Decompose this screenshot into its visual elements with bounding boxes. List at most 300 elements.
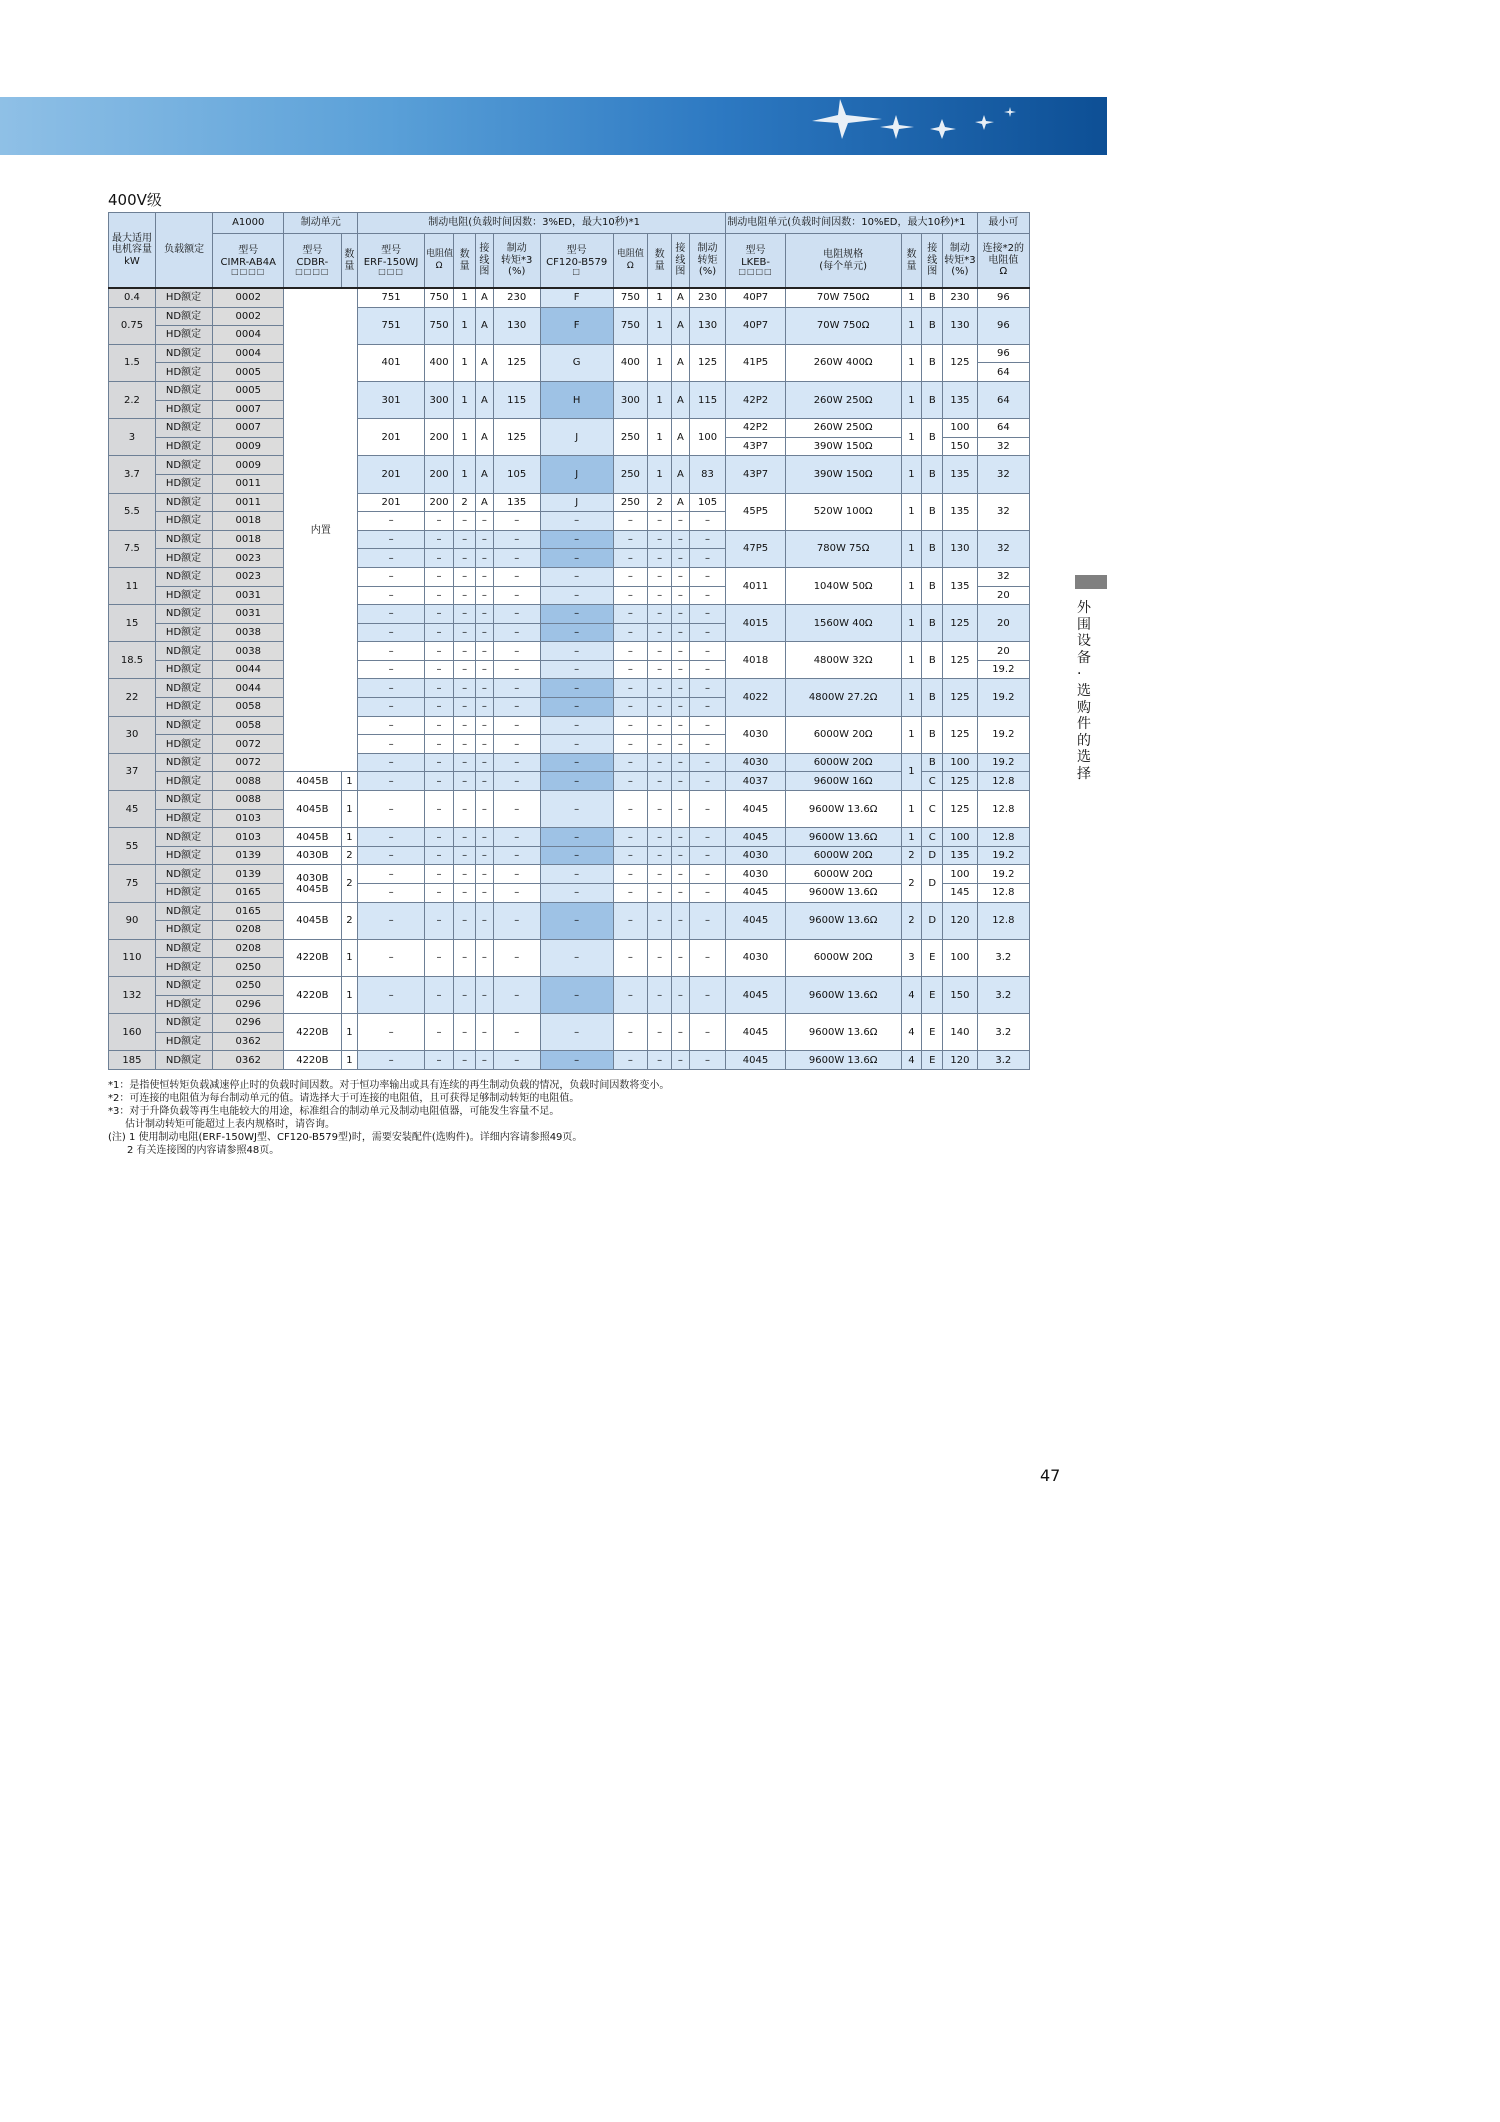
erf-qty: – (454, 512, 476, 531)
erf-qty: – (454, 698, 476, 717)
erf-model: – (358, 939, 425, 976)
cf-torque: – (689, 586, 726, 605)
table-row (109, 344, 1030, 363)
lkeb-torque: 145 (943, 884, 977, 903)
min-resistance: 64 (977, 363, 1029, 382)
header-lkeb-qty: 数 量 (901, 234, 922, 289)
erf-torque: – (493, 679, 540, 698)
erf-wire: A (476, 288, 494, 307)
erf-model: 751 (358, 307, 425, 344)
lkeb-spec: 9600W 16Ω (785, 772, 901, 791)
erf-model: – (358, 735, 425, 754)
table-row (109, 846, 1030, 865)
lkeb-qty: 2 (901, 865, 922, 902)
unit-model: 4030B 4045B (284, 865, 341, 902)
min-resistance: 96 (977, 288, 1029, 307)
cf-ohm: – (613, 623, 647, 642)
min-resistance: 32 (977, 456, 1029, 493)
lkeb-wire: B (922, 679, 943, 716)
header-resistor-group: 制动电阻(负载时间因数：3%ED，最大10秒)*1 (358, 213, 726, 234)
a1000-model: 0139 (213, 865, 284, 884)
erf-ohm: – (424, 716, 453, 735)
min-resistance: 64 (977, 419, 1029, 438)
lkeb-torque: 135 (943, 493, 977, 530)
cf-torque: – (689, 772, 726, 791)
erf-qty: – (454, 939, 476, 976)
cf-torque: – (689, 735, 726, 754)
a1000-model: 0103 (213, 809, 284, 828)
header-erf-qty: 数 量 (454, 234, 476, 289)
header-erf-ohm: 电阻值 Ω (424, 234, 453, 289)
lkeb-qty: 1 (901, 307, 922, 344)
cf-model: F (540, 288, 613, 307)
motor-kw: 2.2 (109, 381, 156, 418)
footnote-note-2: 2 有关连接图的内容请参照48页。 (127, 1145, 280, 1156)
cf-torque: 105 (689, 493, 726, 512)
cf-ohm: – (613, 772, 647, 791)
header-a1000: A1000 (213, 213, 284, 234)
cf-qty: – (648, 772, 672, 791)
erf-qty: – (454, 976, 476, 1013)
min-resistance: 32 (977, 530, 1029, 567)
lkeb-spec: 70W 750Ω (785, 288, 901, 307)
lkeb-wire: E (922, 1051, 943, 1070)
erf-qty: – (454, 586, 476, 605)
erf-qty: 1 (454, 344, 476, 381)
footnote-note-1: (注) 1 使用制动电阻(ERF-150WJ型、CF120-B579型)时，需要安装配件(选购件)。详细内容请参照49页。 (108, 1132, 583, 1143)
lkeb-torque: 125 (943, 344, 977, 381)
cf-model: – (540, 735, 613, 754)
lkeb-qty: 1 (901, 679, 922, 716)
lkeb-model: 40P7 (726, 288, 785, 307)
erf-ohm: – (424, 567, 453, 586)
page-number: 47 (1040, 1466, 1061, 1485)
a1000-model: 0011 (213, 493, 284, 512)
cf-model: – (540, 753, 613, 772)
unit-qty: 1 (341, 1051, 358, 1070)
erf-model: – (358, 698, 425, 717)
erf-model: – (358, 716, 425, 735)
cf-model: H (540, 381, 613, 418)
header-erf-model: 型号 ERF-150WJ □□□ (358, 234, 425, 289)
erf-torque: – (493, 642, 540, 661)
cf-model: – (540, 902, 613, 939)
erf-qty: – (454, 549, 476, 568)
erf-model: 401 (358, 344, 425, 381)
motor-kw: 75 (109, 865, 156, 902)
min-resistance: 19.2 (977, 753, 1029, 772)
cf-torque: – (689, 865, 726, 884)
cf-model: – (540, 623, 613, 642)
a1000-model: 0296 (213, 995, 284, 1014)
motor-kw: 11 (109, 567, 156, 604)
a1000-model: 0250 (213, 976, 284, 995)
lkeb-model: 4045 (726, 1051, 785, 1070)
load-rating: ND额定 (155, 828, 212, 847)
motor-kw: 3 (109, 419, 156, 456)
a1000-model: 0031 (213, 605, 284, 624)
erf-ohm: 750 (424, 288, 453, 307)
erf-wire: – (476, 642, 494, 661)
unit-model: 4220B (284, 1051, 341, 1070)
a1000-model: 0011 (213, 474, 284, 493)
lkeb-wire: B (922, 288, 943, 307)
table-row (109, 772, 1030, 791)
lkeb-model: 41P5 (726, 344, 785, 381)
a1000-model: 0362 (213, 1032, 284, 1051)
erf-qty: – (454, 791, 476, 828)
erf-torque: – (493, 846, 540, 865)
lkeb-torque: 150 (943, 976, 977, 1013)
erf-wire: – (476, 567, 494, 586)
cf-qty: 1 (648, 419, 672, 456)
load-rating: ND额定 (155, 381, 212, 400)
erf-torque: – (493, 586, 540, 605)
cf-wire: A (672, 493, 690, 512)
motor-kw: 1.5 (109, 344, 156, 381)
min-resistance: 19.2 (977, 846, 1029, 865)
header-min-group: 最小可 (977, 213, 1029, 234)
cf-ohm: – (613, 753, 647, 772)
lkeb-qty: 1 (901, 605, 922, 642)
cf-qty: 1 (648, 456, 672, 493)
lkeb-model: 4030 (726, 865, 785, 884)
load-rating: ND额定 (155, 1014, 212, 1033)
cf-qty: – (648, 512, 672, 531)
lkeb-qty: 2 (901, 902, 922, 939)
erf-qty: 1 (454, 288, 476, 307)
footnote-1: *1：是指使恒转矩负载减速停止时的负载时间因数。对于恒功率输出或具有连续的再生制动负载的情况，负载时间因数将变小。 (108, 1080, 670, 1091)
min-resistance: 12.8 (977, 791, 1029, 828)
unit-model: 4045B (284, 902, 341, 939)
a1000-model: 0031 (213, 586, 284, 605)
erf-torque: – (493, 660, 540, 679)
min-resistance: 3.2 (977, 1051, 1029, 1070)
cf-qty: – (648, 939, 672, 976)
min-resistance: 20 (977, 605, 1029, 642)
lkeb-torque: 120 (943, 902, 977, 939)
lkeb-spec: 260W 250Ω (785, 419, 901, 438)
load-rating: ND额定 (155, 605, 212, 624)
load-rating: ND额定 (155, 753, 212, 772)
erf-torque: 125 (493, 419, 540, 456)
lkeb-wire: B (922, 753, 943, 772)
erf-model: 201 (358, 493, 425, 512)
lkeb-qty: 4 (901, 1014, 922, 1051)
cf-model: – (540, 530, 613, 549)
erf-ohm: – (424, 549, 453, 568)
motor-kw: 30 (109, 716, 156, 753)
cf-model: – (540, 512, 613, 531)
cf-qty: – (648, 791, 672, 828)
min-resistance: 19.2 (977, 865, 1029, 884)
cf-model: – (540, 586, 613, 605)
lkeb-spec: 1040W 50Ω (785, 567, 901, 604)
load-rating: HD额定 (155, 400, 212, 419)
erf-wire: – (476, 753, 494, 772)
cf-qty: – (648, 976, 672, 1013)
motor-kw: 0.4 (109, 288, 156, 307)
cf-ohm: – (613, 1014, 647, 1051)
erf-qty: – (454, 642, 476, 661)
lkeb-wire: C (922, 772, 943, 791)
a1000-model: 0165 (213, 884, 284, 903)
cf-wire: – (672, 716, 690, 735)
cf-wire: – (672, 1051, 690, 1070)
erf-model: – (358, 753, 425, 772)
motor-kw: 185 (109, 1051, 156, 1070)
erf-torque: – (493, 716, 540, 735)
motor-kw: 7.5 (109, 530, 156, 567)
cf-torque: – (689, 567, 726, 586)
min-resistance: 20 (977, 586, 1029, 605)
erf-torque: – (493, 939, 540, 976)
erf-qty: – (454, 902, 476, 939)
cf-wire: – (672, 902, 690, 939)
min-resistance: 19.2 (977, 679, 1029, 716)
erf-model: – (358, 791, 425, 828)
a1000-model: 0038 (213, 642, 284, 661)
lkeb-wire: B (922, 381, 943, 418)
cf-qty: – (648, 567, 672, 586)
a1000-model: 0005 (213, 363, 284, 382)
cf-ohm: – (613, 976, 647, 1013)
lkeb-spec: 1560W 40Ω (785, 605, 901, 642)
lkeb-qty: 1 (901, 716, 922, 753)
lkeb-qty: 1 (901, 344, 922, 381)
table-row (109, 976, 1030, 995)
erf-wire: A (476, 456, 494, 493)
lkeb-model: 4018 (726, 642, 785, 679)
unit-model: 4045B (284, 772, 341, 791)
header-lkeb-torque: 制动 转矩*3 (%) (943, 234, 977, 289)
erf-wire: – (476, 865, 494, 884)
erf-model: – (358, 1014, 425, 1051)
load-rating: HD额定 (155, 921, 212, 940)
cf-wire: – (672, 660, 690, 679)
cf-wire: – (672, 828, 690, 847)
header-cf-torque: 制动 转矩 (%) (689, 234, 726, 289)
erf-torque: – (493, 605, 540, 624)
motor-kw: 18.5 (109, 642, 156, 679)
a1000-model: 0007 (213, 400, 284, 419)
lkeb-qty: 2 (901, 846, 922, 865)
cf-wire: A (672, 307, 690, 344)
lkeb-torque: 100 (943, 828, 977, 847)
load-rating: HD额定 (155, 846, 212, 865)
cf-ohm: – (613, 642, 647, 661)
lkeb-model: 4011 (726, 567, 785, 604)
erf-torque: 105 (493, 456, 540, 493)
unit-qty: 2 (341, 865, 358, 902)
lkeb-model: 4022 (726, 679, 785, 716)
lkeb-model: 4045 (726, 828, 785, 847)
header-rating: 负载额定 (155, 213, 212, 289)
erf-torque: 135 (493, 493, 540, 512)
lkeb-torque: 125 (943, 642, 977, 679)
lkeb-torque: 150 (943, 437, 977, 456)
table-row (109, 307, 1030, 326)
cf-qty: – (648, 549, 672, 568)
erf-ohm: – (424, 586, 453, 605)
cf-ohm: – (613, 884, 647, 903)
lkeb-qty: 1 (901, 456, 922, 493)
load-rating: ND额定 (155, 344, 212, 363)
lkeb-wire: B (922, 493, 943, 530)
cf-model: – (540, 679, 613, 698)
cf-torque: – (689, 828, 726, 847)
lkeb-model: 42P2 (726, 381, 785, 418)
lkeb-spec: 4800W 32Ω (785, 642, 901, 679)
unit-qty: 1 (341, 1014, 358, 1051)
a1000-model: 0165 (213, 902, 284, 921)
cf-ohm: 750 (613, 288, 647, 307)
cf-ohm: – (613, 1051, 647, 1070)
erf-model: – (358, 865, 425, 884)
cf-torque: – (689, 902, 726, 939)
erf-torque: – (493, 865, 540, 884)
erf-model: – (358, 660, 425, 679)
min-resistance: 19.2 (977, 660, 1029, 679)
erf-ohm: – (424, 530, 453, 549)
erf-torque: – (493, 772, 540, 791)
erf-ohm: 200 (424, 493, 453, 512)
erf-qty: – (454, 1051, 476, 1070)
lkeb-model: 4045 (726, 902, 785, 939)
cf-torque: 125 (689, 344, 726, 381)
lkeb-spec: 9600W 13.6Ω (785, 1014, 901, 1051)
cf-qty: – (648, 902, 672, 939)
lkeb-spec: 6000W 20Ω (785, 716, 901, 753)
load-rating: ND额定 (155, 976, 212, 995)
cf-qty: – (648, 605, 672, 624)
lkeb-qty: 1 (901, 419, 922, 456)
erf-wire: A (476, 344, 494, 381)
a1000-model: 0362 (213, 1051, 284, 1070)
header-lkeb-group: 制动电阻单元(负载时间因数：10%ED，最大10秒)*1 (726, 213, 977, 234)
erf-model: – (358, 623, 425, 642)
min-resistance: 96 (977, 344, 1029, 363)
lkeb-torque: 100 (943, 939, 977, 976)
erf-ohm: – (424, 772, 453, 791)
erf-torque: – (493, 567, 540, 586)
cf-ohm: 750 (613, 307, 647, 344)
lkeb-wire: B (922, 642, 943, 679)
load-rating: HD额定 (155, 474, 212, 493)
table-row (109, 716, 1030, 735)
load-rating: HD额定 (155, 623, 212, 642)
erf-ohm: – (424, 512, 453, 531)
header-unit-model: 型号 CDBR- □□□□ (284, 234, 341, 289)
erf-wire: – (476, 512, 494, 531)
cf-wire: – (672, 735, 690, 754)
erf-ohm: – (424, 1014, 453, 1051)
cf-wire: – (672, 939, 690, 976)
lkeb-torque: 100 (943, 419, 977, 438)
motor-kw: 90 (109, 902, 156, 939)
motor-kw: 5.5 (109, 493, 156, 530)
erf-qty: – (454, 679, 476, 698)
cf-torque: 100 (689, 419, 726, 456)
lkeb-spec: 9600W 13.6Ω (785, 976, 901, 1013)
cf-wire: – (672, 1014, 690, 1051)
erf-qty: – (454, 772, 476, 791)
erf-model: – (358, 605, 425, 624)
a1000-model: 0072 (213, 735, 284, 754)
lkeb-model: 40P7 (726, 307, 785, 344)
builtin-unit: 内置 (284, 288, 358, 772)
erf-model: – (358, 772, 425, 791)
erf-ohm: – (424, 884, 453, 903)
lkeb-model: 4030 (726, 939, 785, 976)
lkeb-spec: 6000W 20Ω (785, 753, 901, 772)
lkeb-qty: 1 (901, 753, 922, 790)
erf-qty: – (454, 623, 476, 642)
erf-wire: – (476, 884, 494, 903)
erf-ohm: – (424, 1051, 453, 1070)
erf-wire: A (476, 493, 494, 512)
cf-model: J (540, 493, 613, 512)
cf-torque: – (689, 679, 726, 698)
erf-wire: – (476, 772, 494, 791)
unit-model: 4030B (284, 846, 341, 865)
cf-model: – (540, 791, 613, 828)
lkeb-qty: 1 (901, 791, 922, 828)
erf-ohm: – (424, 753, 453, 772)
lkeb-qty: 3 (901, 939, 922, 976)
cf-qty: – (648, 735, 672, 754)
header-unit-group: 制动单元 (284, 213, 358, 234)
load-rating: HD额定 (155, 363, 212, 382)
header-kw: 最大适用 电机容量 kW (109, 213, 156, 289)
lkeb-spec: 780W 75Ω (785, 530, 901, 567)
erf-ohm: – (424, 976, 453, 1013)
cf-qty: 1 (648, 381, 672, 418)
load-rating: HD额定 (155, 586, 212, 605)
erf-wire: – (476, 735, 494, 754)
lkeb-wire: B (922, 716, 943, 753)
table-row (109, 679, 1030, 698)
cf-model: – (540, 642, 613, 661)
cf-ohm: – (613, 716, 647, 735)
unit-qty: 1 (341, 939, 358, 976)
motor-kw: 22 (109, 679, 156, 716)
cf-qty: – (648, 1051, 672, 1070)
erf-wire: – (476, 586, 494, 605)
a1000-model: 0208 (213, 939, 284, 958)
table-row (109, 939, 1030, 958)
header-cf-qty: 数 量 (648, 234, 672, 289)
lkeb-spec: 4800W 27.2Ω (785, 679, 901, 716)
min-resistance: 12.8 (977, 772, 1029, 791)
lkeb-model: 42P2 (726, 419, 785, 438)
footnote-2: *2：可连接的电阻值为每台制动单元的值。请选择大于可连接的电阻值，且可获得足够制动转矩的电阻值。 (108, 1093, 580, 1104)
cf-ohm: – (613, 660, 647, 679)
erf-ohm: 300 (424, 381, 453, 418)
erf-wire: – (476, 828, 494, 847)
lkeb-spec: 70W 750Ω (785, 307, 901, 344)
lkeb-wire: D (922, 902, 943, 939)
a1000-model: 0088 (213, 772, 284, 791)
cf-qty: 1 (648, 344, 672, 381)
erf-torque: – (493, 976, 540, 1013)
motor-kw: 3.7 (109, 456, 156, 493)
a1000-model: 0004 (213, 326, 284, 345)
erf-wire: – (476, 698, 494, 717)
erf-torque: – (493, 549, 540, 568)
lkeb-wire: B (922, 567, 943, 604)
load-rating: ND额定 (155, 307, 212, 326)
